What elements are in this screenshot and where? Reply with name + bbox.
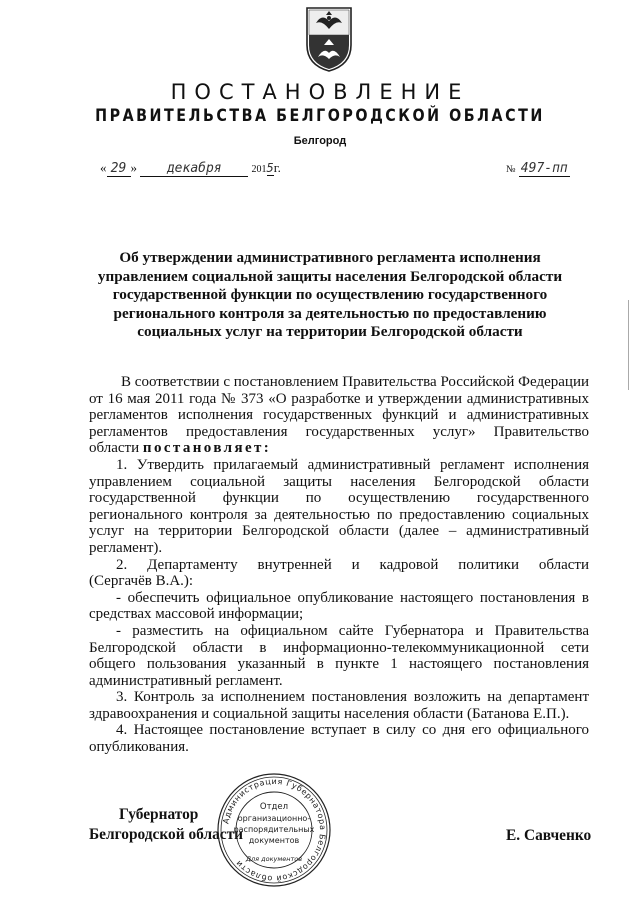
- issuing-authority: ПРАВИТЕЛЬСТВА БЕЛГОРОДСКОЙ ОБЛАСТИ: [95, 106, 545, 126]
- body-line: государственной функции по осуществлению государственного: [89, 490, 589, 507]
- heading-line: регионального контроля за деятельностью по предоставлению: [113, 304, 547, 322]
- body-line: регламентов исполнения государственных функций и административных: [89, 407, 589, 424]
- body-line: общего пользования указанный в пункте 1 настоящего постановления: [89, 656, 589, 673]
- date-close-quote: »: [130, 160, 137, 175]
- city-name: Белгород: [293, 135, 347, 147]
- body-line: управлением социальной защиты населения Белгородской области: [89, 473, 589, 490]
- resolution-prefix: области: [89, 440, 143, 457]
- date-year-unit: г.: [273, 160, 281, 175]
- document-body: [89, 374, 589, 756]
- body-line: - разместить на официальном сайте Губернатора и Правительства: [116, 622, 589, 639]
- body-line: В соответствии с постановлением Правительства Российской Федерации: [121, 374, 589, 390]
- resolution-verb: постановляет:: [142, 440, 272, 457]
- date-day: 29: [107, 161, 131, 177]
- document-date: [100, 160, 281, 177]
- svg-text:распорядительных: распорядительных: [233, 825, 315, 834]
- svg-text:Отдел: Отдел: [259, 802, 289, 812]
- body-line: - обеспечить официальное опубликование настоящего постановления в: [116, 589, 589, 606]
- coat-of-arms-emblem: [304, 5, 354, 73]
- body-line: Белгородской области в информационно-телекоммуникационной сети: [89, 639, 589, 656]
- body-line: [89, 440, 589, 457]
- body-line: 2. Департаменту внутренней и кадровой политики области: [116, 556, 589, 573]
- body-line: регламент).: [89, 539, 163, 556]
- body-line: регламентов предоставления государственных услуг» Правительство: [89, 423, 589, 440]
- document-number: [506, 160, 570, 177]
- svg-text:Администрация Губернатора Белг: Администрация Губернатора Белгородской области: [221, 776, 328, 884]
- body-line: административный регламент.: [89, 672, 283, 689]
- svg-text:Для документов: Для документов: [245, 855, 303, 863]
- margin-mark: [628, 300, 629, 390]
- body-line: услуг на территории Белгородской области (далее – административный: [89, 523, 589, 540]
- body-line: 1. Утвердить прилагаемый административный регламент исполнения: [116, 456, 589, 473]
- svg-text:организационно-: организационно-: [237, 814, 311, 823]
- body-line: 4. Настоящее постановление вступает в силу со дня его официального: [116, 722, 589, 739]
- number-label: №: [506, 164, 516, 175]
- document-heading: [85, 249, 575, 342]
- body-line: здравоохранения и социальной защиты населения области (Батанова Е.П.).: [89, 705, 570, 722]
- body-line: (Сергачёв В.А.):: [89, 573, 194, 590]
- document-type-title: ПОСТАНОВЛЕНИЕ: [170, 80, 470, 104]
- signatory-name: Е. Савченко: [506, 827, 592, 844]
- heading-line: государственной функции по осуществлению государственного: [112, 286, 548, 303]
- body-line: 3. Контроль за исполнением постановления возложить на департамент: [116, 689, 589, 706]
- number-value: 497-пп: [520, 161, 568, 176]
- position-line-1: Губернатор: [119, 806, 199, 823]
- body-line: от 16 мая 2011 года № 373 «О разработке и утверждении административных: [89, 390, 589, 407]
- date-month: декабря: [140, 161, 248, 177]
- official-stamp: [215, 771, 333, 889]
- date-year-suffix: 5: [266, 161, 274, 175]
- body-line: регионального контроля за деятельностью по предоставлению социальных: [89, 506, 589, 523]
- svg-text:документов: документов: [248, 836, 300, 845]
- body-line: средствах массовой информации;: [89, 606, 304, 623]
- date-open-quote: «: [100, 160, 107, 175]
- heading-line: Об утверждении административного регламента исполнения: [119, 249, 541, 266]
- heading-line: управлением социальной защиты населения Белгородской области: [97, 267, 563, 285]
- date-year-prefix: 201: [251, 164, 267, 175]
- position-line-2: Белгородской области: [89, 826, 244, 843]
- heading-line: социальных услуг на территории Белгородской области: [137, 323, 523, 340]
- body-line: опубликования.: [89, 739, 189, 756]
